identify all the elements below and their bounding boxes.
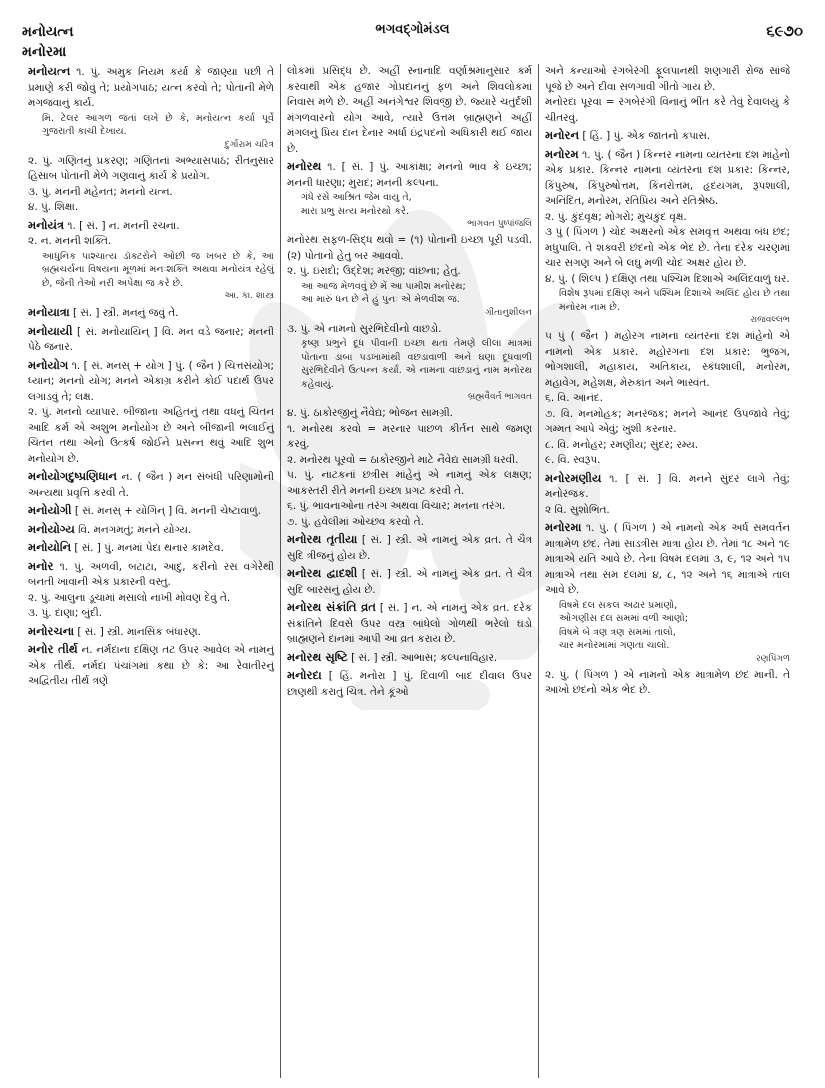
sense-text: [ સં. ] સ્ત્રી. મનનું જવું તે. — [73, 307, 179, 319]
headword: મનોયંત્ર — [28, 217, 65, 232]
sense-text: ૪. પું. ( શિલ્પ ) દક્ષિણ તથા પશ્ચિમ દિશાએ અલિંદવાળું ઘર. — [545, 272, 790, 285]
sense-text: લોકમાં પ્રસિદ્ધ છે. અહીં સ્નાનાદિ વર્ણાશ્રમાનુસાર કર્મ કરવાથી એક હજાર ગોપ્રદાનનું ફળ અને શિવલોકમાં નિવાસ મળે છે. અહીં અનંગેશ્વર શિવજી છે. જ્યારે ચતુર્દશી મંગળવારનો યોગ આવે, ત્યારે ઉત્તમ બ્રાહ્મણને અહીં મંગલનું પ્રિય દાન દેનાર અર્ધા ઇંદ્રપદનો અધિકારી થઈ જાય છે. — [287, 65, 532, 155]
sense-text: ૮. વિ. મનોહર; રમણીય; સુંદર; રમ્ય. — [545, 438, 699, 451]
headword: મનોયોનિ — [28, 540, 72, 554]
quotation: વિશેષ રૂપમાં દક્ષિણ અને પશ્ચિમ દિશાએ અલિંદ હોય છે તથા મનોરમ નામ છે. — [559, 288, 790, 313]
sense-text: [ સં. ] સ્ત્રી. માનસિક બંધારણ. — [77, 625, 201, 638]
sense-text: અને કન્યાઓ રંગબેરંગી ફૂલપાનથી શણગારી રોજ સાંજે પૂજે છે અને દીવા સળગાવી ગીતો ગાય છે. — [545, 65, 790, 93]
sense-text: ૯. વિ. સ્વરૂપ. — [545, 454, 601, 466]
sense-text: [ સં. ] સ્ત્રી. એ નામનું એક વ્રત. તે ચૈત્ર સુદિ બારસનું હોય છે. — [287, 568, 532, 596]
headword: મનોરચના — [28, 623, 75, 638]
headword: મનોરન — [545, 128, 580, 142]
sense-text: ૧. પું. અળવી, બટાટા, આદુ, કરીનો રસ વગેરેથી બનતી ખાવાની એક પ્રકારની વસ્તુ. — [28, 560, 275, 588]
dictionary-entry — [28, 642, 274, 690]
sense-text: ૧. [ સં. ] ન. મનની રચના. — [67, 219, 180, 232]
dictionary-entry — [545, 471, 790, 519]
sense-text: મનોરદા પૂરવા = રંગબેરંગી વિનાનું ભીંત કરે તેવું દેવાલયું કે ચીતરવું. — [545, 96, 790, 124]
quotation: આ મારું ધન છે ને હું પુનઃ એ મેળવીશ જ. — [301, 294, 460, 305]
sense-text: ૭. વિ. મનમોહક; મનરંજક; મનને આનંદ ઉપજાવે તેવું; ગમ્મત આપે એવું; ખુશી કરનાર. — [545, 407, 790, 435]
headword: મનોયાત્રા — [28, 305, 70, 319]
sense-text: ૩ પું ( પિંગળ ) ચોદ અક્ષરનો એક સમવૃત્ત અથવા બંધ છંદ; મધુપાલિ. તે શક્વરી છંદનો એક ભેદ છે. તેના દરેક ચરણમાં ચાર સગણ અને બે લઘુ મળી ચોદ અક્ષર હોય છે. — [545, 226, 790, 269]
sense-text: [ સં. મનસ્ + યોગિન્ ] વિ. મનની ચેષ્ટાવાળું. — [74, 505, 261, 517]
sense-text: ૧. પું. ( જૈન ) કિન્નર નામના વ્યંતરના દશ માંહેનો એક પ્રકાર. કિન્નર નામના વ્યંતરના દશ પ્રકાર: કિન્નર, કિંપુરુષ, કિંપુરુષોત્તમ, કિંનરોત્તમ, હૃદયંગમ, રૂપશાલી, અનિંદિત, મનોરમ, રતિપ્રિય અને રતિશ્રેષ્ઠ. — [545, 148, 790, 207]
sense-text: [ હિં. ] પું. એક જાતનો કપાસ. — [582, 130, 711, 142]
page-number: ૬૯૭૦ — [766, 22, 803, 40]
dictionary-entry — [28, 469, 274, 501]
sense-text: [ હિં. મનોરા ] પું. દિવાળી બાદ દીવાલ ઉપર છાણથી કરાતું ચિત્ર. તેને કૂંઓ — [287, 670, 532, 698]
sense-text: ૪. પું. ઠાકોરજીનું નૈવેદ્ય; ભોજન સામગ્રી. — [287, 407, 453, 419]
dictionary-entry — [28, 358, 274, 468]
sense-text: [ સં. ] સ્ત્રી. એ નામનું એક વ્રત. તે ચૈત્ર સુદિ ત્રીજનું હોય છે. — [287, 534, 532, 562]
headword: મનોરથ સંક્રાંતિ વ્રત — [287, 600, 376, 614]
sense-text: ૩. પું. દાણા; બુંદી. — [28, 607, 103, 619]
dictionary-entry — [545, 520, 790, 666]
dictionary-entry — [28, 218, 274, 304]
headword: મનોયોગી — [28, 503, 72, 517]
sense-text: ૩. પું. એ નામનો સુરભિદેવીનો વાછડો. — [287, 322, 442, 335]
dictionary-entry — [28, 624, 274, 641]
dictionary-entry — [28, 503, 274, 520]
sense-text: ૧. પું. અમુક નિયમ કર્યા કે જાણ્યા પછી તે પ્રમાણે કરી જોવું તે; પ્રયોગપાઠ; યત્ન કરવો તે; પોતાની મેળે મગજવાનું કાર્ય. — [28, 66, 274, 109]
quotation: કૃષ્ણ પ્રભુને દૂધ પીવાની ઇચ્છા થતાં તેમણે લીલા માત્રમાં પોતાના ડાબા પડખામાંથી વછડાવાળી અને ઘણા દૂધવાળી સુરભિદેવીને ઉત્પન્ન કર્યાં. એ નામના વાછડાનું નામ મનોરથ કહેવાયું. — [301, 338, 532, 390]
dictionary-entry — [28, 305, 274, 322]
quotation: ઓગણીસ દલ સમમાં વળી આણો; — [559, 613, 688, 624]
dictionary-entry — [287, 159, 532, 231]
quotation: વિષમે બે ત્રણ ત્રણ સમમાં તાલો, — [559, 626, 676, 638]
quotation-source: દુર્ગારામ ચરિત્ર — [224, 139, 274, 150]
headword: મનોરદા — [287, 668, 322, 682]
dictionary-entry — [545, 64, 790, 126]
guide-word-first: મનોયત્ન — [22, 24, 74, 40]
headword: મનોયોગદુષ્પ્રણિધાન — [28, 469, 117, 483]
dictionary-entry — [287, 668, 532, 700]
dictionary-entry — [28, 559, 274, 622]
quotation-source: રણપિંગળ — [756, 653, 790, 664]
dictionary-columns — [22, 64, 807, 1078]
quotation: મિ. ટેલર આગળ જતાં લખે છે કે, મનોયત્ન કર્યા પૂર્વે ગુજરાતી કાચી દેખાય. — [42, 112, 274, 137]
dictionary-entry — [545, 128, 790, 145]
quotation-source: બ્રહ્મવૈવર્ત ભાગવત — [468, 392, 532, 402]
sense-text: ૫ પું ( જૈન ) મહોરગ નામના વ્યંતરના દશ માંહેનો એ નામનો એક પ્રકાર. મહોરગના દશ પ્રકાર: ભુજગ, ભોગશાલી, મહાકાય, અતિકાય, સ્કંધશાલી, મનોરમ, મહાવેગ, મહેશક્ષ, મેરુકાંત અને ભાસ્વંત. — [545, 330, 790, 389]
dictionary-entry — [28, 540, 274, 557]
guide-word-last: મનોરમા — [22, 44, 67, 60]
quotation-source: આ. કા. શાસ્ત્ર — [224, 291, 274, 301]
quotation-source: રાજવલ્લભ — [750, 315, 790, 325]
running-title: ભગવદ્ગોમંડલ — [375, 22, 450, 37]
sense-text: ૨. પું. ( પિંગળ ) એ નામનો એક માત્રામેળ છંદ માની. તે આખો છંદનો એક ભેદ છે. — [545, 668, 790, 696]
sense-text: વિ. મનગમતું; મનને યોગ્ય. — [78, 523, 192, 536]
sense-text: ૪. પું. શિક્ષા. — [28, 201, 79, 213]
sense-text: ૨. પું. કુંદવૃક્ષ; મોગરો; મુચકુંદ વૃક્ષ. — [545, 210, 687, 223]
quotation: મારા પ્રભુ સત્ય મનોરથો કરે. — [301, 205, 409, 217]
headword: મનોરમા — [545, 520, 582, 534]
dictionary-entry — [287, 64, 532, 157]
sense-text: [ સં. ] સ્ત્રી. આભાસ; કલ્પનાવિહાર. — [351, 651, 498, 664]
dictionary-entry — [287, 600, 532, 648]
column-left — [22, 64, 280, 1078]
sense-text: ૨. પું. આલુના ડૂચામાં મસાલો નાખી મોવણ દેવું તે. — [28, 591, 231, 604]
sense-text: ૩. પું. મનની મહેનત; મનનો યત્ન. — [28, 185, 173, 198]
dictionary-entry — [287, 566, 532, 598]
sense-text: ૫. પું. નાટકનાં છત્રીસ માંહેનું એ નામનું એક લક્ષણ; આકસ્તરી રીતે મનની ઇચ્છા પ્રગટ કરવી તે. — [287, 469, 532, 497]
quotation-source: ગીતાનુશીલન — [484, 307, 532, 318]
headword: મનોરથ સૃષ્ટિ — [287, 649, 348, 664]
dictionary-entry — [28, 324, 274, 356]
sense-text: ૬. પું. ભાવનાઓના તરંગ અથવા વિચાર; મનના તરંગ. — [287, 500, 506, 512]
sense-text: [ સં. મનોયાયિન્ ] વિ. મન વડે જનાર; મનની પેઠે જનાર. — [28, 325, 274, 353]
headword: મનોયોગ્ય — [28, 521, 75, 536]
sense-text: ૧. પું. ( પિંગળ ) એ નામનો એક અર્ધ સમવર્તન માત્રામેળ છંદ. તેમાં સાડત્રીસ માત્રા હોય છે. તેમાં ૧૮ અને ૧૯ માત્રાએ યતિ આવે છે. તેના વિષમ દલમાં ૩, ૯, ૧૨ અને ૧૫ માત્રાએ તથા સમ દલમાં ૪, ૮, ૧૨ અને ૧૬ માત્રાએ તાલ આવે છે. — [545, 522, 790, 596]
headword: મનોરમ — [545, 146, 579, 161]
sense-text: ૨. મનોરથ પૂરવો = ઠાકોરજીને માટે નૈવેદ્ય સામગ્રી ધરવી. — [287, 453, 519, 466]
headword: મનોર — [28, 558, 54, 573]
sense-text: ૭. પું. હવેલીમાં ઓચ્છવ કરવો તે. — [287, 515, 424, 528]
quotation: વિષમે દલ સકલ અઢાર પ્રમાણો, — [559, 599, 678, 611]
quotation-source: ભાગવત પુષ્પાંજલિ — [467, 219, 532, 229]
headword: મનોર તીર્થ — [28, 642, 78, 656]
headword: મનોરમણીય — [545, 470, 602, 485]
column-middle — [280, 64, 538, 1078]
headword: મનોયાયી — [28, 323, 73, 338]
sense-text: ૨. પું. મનનો વ્યાપાર. બીજાના અહિતનું તથા વધનું ચિંતન આદિ કર્મ એ અશુભ મનોયોગ છે અને બીજાની ભલાઈનું ચિંતન તથા એનો ઉત્કર્ષ જોઈને પ્રસન્ન થવું આદિ શુભ મનોયોગ છે. — [28, 406, 274, 465]
sense-text: ૧. મનોરથ કરવો = મરનાર પાછળ કીર્તન સાથે જમણ કરવું. — [287, 422, 532, 450]
sense-text: ન. ( જૈન ) મન સંબંધી પરિણામોની અન્યથા પ્રવૃત્તિ કરવી તે. — [28, 471, 274, 499]
dictionary-entry — [287, 233, 532, 320]
sense-text: ૨. ન. મનની શક્તિ. — [28, 235, 112, 247]
sense-text: ૧. [ સં. ] વિ. મનને સુંદર લાગે તેવું; મનોરંજક. — [545, 472, 790, 500]
sense-text: [ સં. ] ન. એ નામનું એક વ્રત. દરેક સંક્રાંતિને દિવસે ઉપર વસ્ત્ર બાંધેલો ગોળથી ભરેલો ઘડો બ્રાહ્મણને દાનમાં આપી આ વ્રત કરાય છે. — [287, 602, 532, 645]
headword: મનોરથ દ્વાદશી — [287, 566, 358, 580]
sense-text: [ સં. ] પું. મનમાં પેદા થનાર કામદેવ. — [74, 542, 224, 554]
headword: મનોયોગ — [28, 357, 69, 372]
quotation: ચાર મનોરમામાં ગણતા ચાલો. — [559, 640, 670, 651]
sense-text: ન. નર્મદાના દક્ષિણ તટ ઉપર આવેલ એ નામનું એક તીર્થ. નર્મદા પંચાંગમાં કથા છે કે: આ રેવાતીરનું અદ્વિતીય તીર્થ ત્રણે — [28, 644, 274, 687]
dictionary-entry — [545, 147, 790, 328]
sense-text: મનોરથ સફળ-સિદ્ધ થવો = (૧) પોતાની ઇચ્છા પૂરી પડવી. (૨) પોતાનો હેતુ બર આવવો. — [287, 234, 532, 262]
dictionary-entry — [545, 329, 790, 469]
quotation: આધુનિક પાશ્ચાત્ય ડૉક્ટરોને ઓછી જ ખબર છે કે, આ બ્રહ્મચર્યના વિષયના મૂળમાં મનઃશક્તિ અથવા મનોયંત્ર રહેલું છે, જેની તેઓ નરી અપેક્ષા જ કરે છે. — [42, 250, 274, 289]
dictionary-entry — [287, 406, 532, 530]
headword: મનોરથ તૃતીયા — [287, 532, 358, 546]
column-right — [538, 64, 796, 1078]
sense-text: ૨ વિ. સુશોભિત. — [545, 503, 610, 516]
dictionary-entry — [287, 650, 532, 667]
sense-text: ૨. પું. ઇરાદો; ઉદ્દેશ; મરજી; વાંછના; હેતુ. — [287, 265, 461, 277]
quotation: આ આજ મેળવવું છે મેં આ પામીશ મનોરથ; — [301, 280, 466, 292]
sense-text: ૬. વિ. આનંદ. — [545, 392, 603, 404]
dictionary-entry — [28, 522, 274, 539]
headword: મનોરથ — [287, 159, 322, 173]
dictionary-entry — [28, 64, 274, 152]
dictionary-entry — [287, 532, 532, 564]
quotation: ગંધે રસે આશ્રિત જેમ વાયુ તે, — [301, 192, 412, 203]
dictionary-entry — [28, 154, 274, 216]
sense-text: ૧. [ સં. મનસ્ + યોગ ] પું. ( જૈન ) ચિત્તસંયોગ; ધ્યાન; મનનો યોગ; મનને એકાગ્ર કરીને કોઈ પદાર્થ ઉપર લગાડવું તે; લક્ષ. — [28, 359, 274, 403]
sense-text: ૧. [ સં. ] પું. આકાંક્ષા; મનનો ભાવ કે ઇચ્છા; મનની ધારણા; મુરાદ; મનની કલ્પના. — [287, 161, 532, 189]
headword: મનોયત્ન — [28, 64, 71, 78]
sense-text: ૨. પું. ગણિતનું પ્રકરણ; ગણિતનાં અભ્યાસપાઠ; રીતનુસાર હિસાબ પોતાની મેળે ગણવાનું કાર્ય કે પ્રયોગ. — [28, 154, 274, 182]
dictionary-entry — [287, 322, 532, 405]
dictionary-entry — [545, 668, 790, 699]
